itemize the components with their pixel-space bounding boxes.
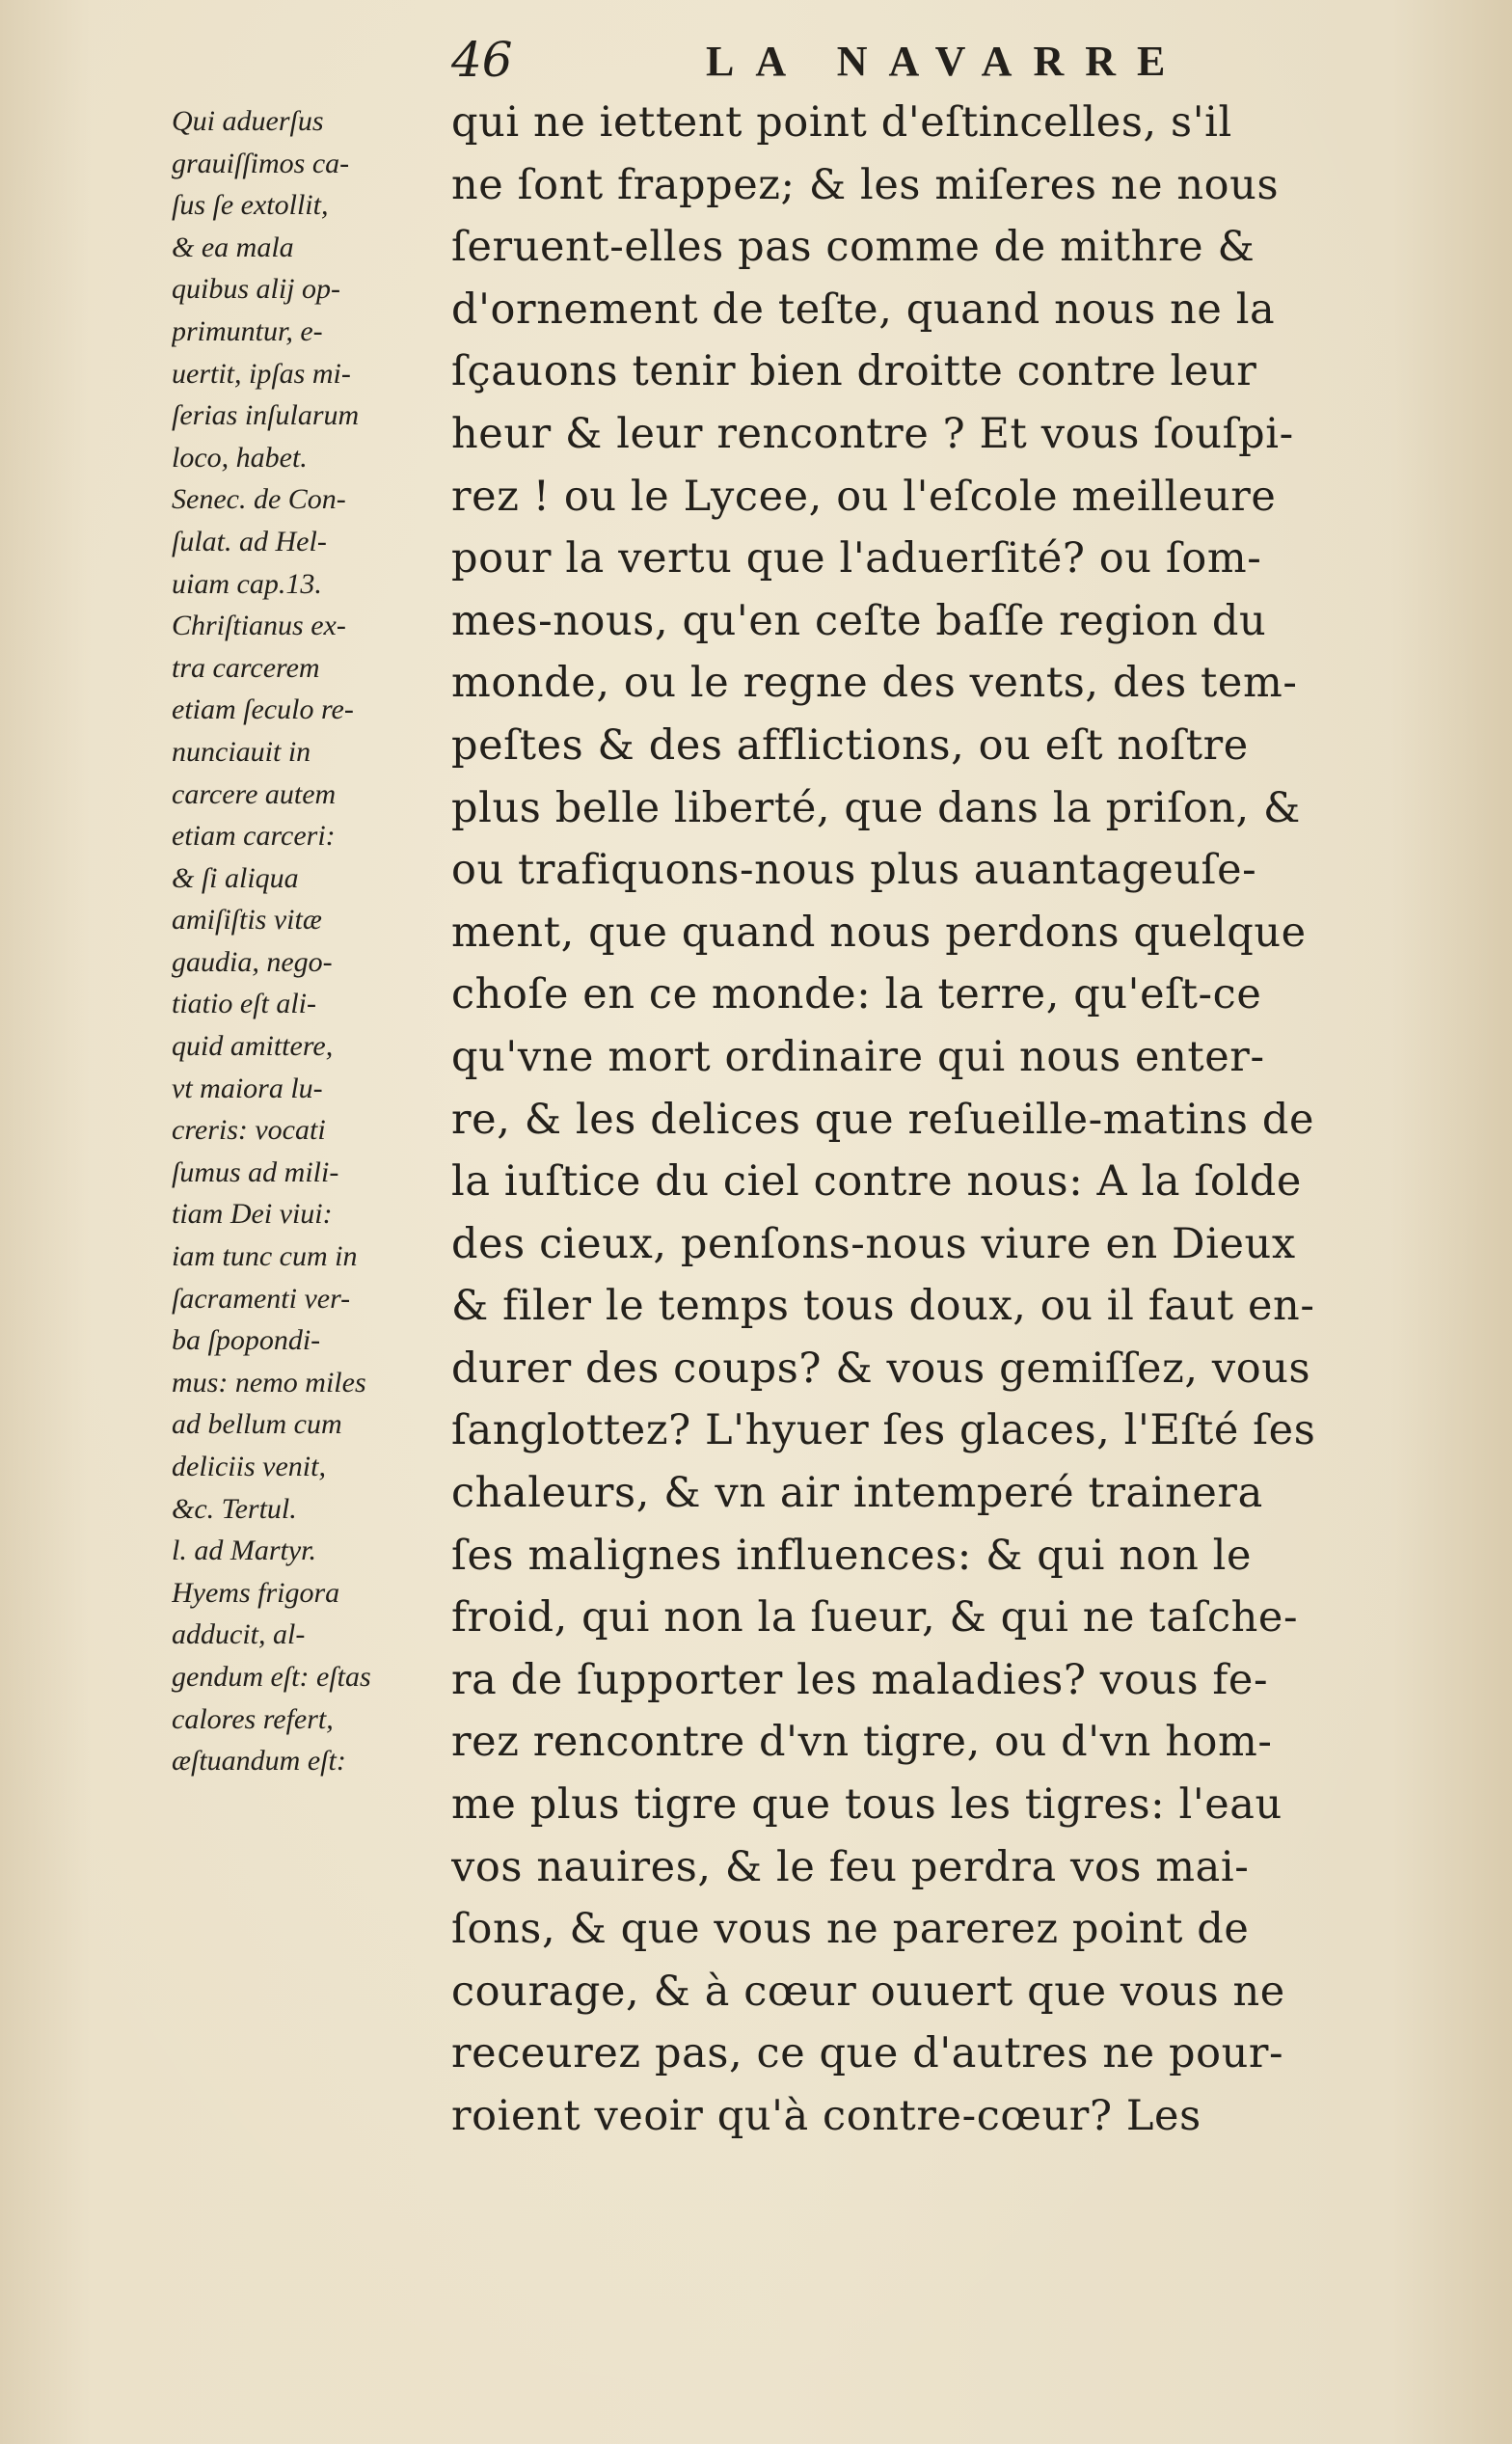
- text-line: pour la vertu que l'aduerſité? ou ſom-: [451, 534, 1262, 584]
- margin-note-line: ſulat. ad Hel-: [172, 525, 327, 557]
- margin-note-line: & ſi aliqua: [172, 861, 299, 894]
- margin-note-line: &c. Tertul.: [172, 1492, 297, 1525]
- margin-note-line: mus: nemo miles: [172, 1366, 366, 1399]
- margin-note-line: ſumus ad mili-: [172, 1155, 339, 1188]
- margin-note-line: deliciis venit,: [172, 1451, 326, 1482]
- margin-note-line: ad bellum cum: [172, 1408, 342, 1441]
- text-line: heur & leur rencontre ? Et vous ſouſpi-: [451, 409, 1294, 458]
- margin-note-line: Chriſtianus ex-: [172, 610, 346, 642]
- body-text: [451, 92, 1425, 2148]
- text-line: rez ! ou le Lycee, ou l'eſcole meilleure: [451, 472, 1277, 521]
- margin-note-line: calores refert,: [172, 1702, 334, 1735]
- text-line: d'ornement de teſte, quand nous ne la: [451, 285, 1276, 334]
- running-title: LA NAVARRE: [706, 38, 1187, 85]
- margin-note-line: tiam Dei viui:: [172, 1198, 333, 1231]
- margin-note-line: carcere autem: [172, 777, 337, 810]
- margin-note-line: Hyems frigora: [172, 1576, 340, 1609]
- margin-notes: [172, 100, 456, 1782]
- margin-note-line: primuntur, e-: [172, 314, 323, 347]
- text-line: monde, ou le regne des vents, des tem-: [451, 659, 1298, 708]
- text-line: ra de ſupporter les maladies? vous fe-: [451, 1655, 1269, 1704]
- text-line: qu'vne mort ordinaire qui nous enter-: [451, 1032, 1265, 1081]
- margin-note-line: grauiſſimos ca-: [172, 147, 350, 179]
- margin-note-line: creris: vocati: [172, 1114, 326, 1147]
- margin-note-line: tra carcerem: [172, 651, 320, 684]
- margin-note-line: Qui aduerſus: [172, 105, 324, 137]
- text-line: durer des coups? & vous gemiſſez, vous: [451, 1344, 1311, 1393]
- page-header: [451, 31, 1203, 89]
- margin-note-line: etiam carceri:: [172, 820, 336, 853]
- margin-note-line: tiatio eſt ali-: [172, 988, 316, 1020]
- text-line: peſtes & des afflictions, ou eſt noſtre: [451, 720, 1249, 770]
- text-line: ſes malignes influences: & qui non le: [451, 1531, 1253, 1580]
- text-line: re, & les delices que reſueille-matins de: [451, 1095, 1315, 1144]
- margin-note-line: etiam ſeculo re-: [172, 693, 354, 726]
- text-line: vos nauires, & le feu perdra vos mai-: [451, 1842, 1250, 1891]
- text-line: chaleurs, & vn air intemperé trainera: [451, 1469, 1263, 1518]
- margin-note-line: & ea mala: [172, 231, 294, 263]
- text-line: qui ne iettent point d'eſtincelles, s'il: [451, 98, 1232, 147]
- text-line: me plus tigre que tous les tigres: l'eau: [451, 1780, 1282, 1830]
- text-line: ſçauons tenir bien droitte contre leur: [451, 347, 1257, 396]
- text-line: plus belle liberté, que dans la priſon, &: [451, 783, 1301, 832]
- margin-note-line: quibus alij op-: [172, 273, 341, 306]
- text-line: & filer le temps tous doux, ou il faut en-: [451, 1282, 1315, 1331]
- margin-note-line: iam tunc cum in: [172, 1240, 358, 1273]
- page-number: 46: [451, 32, 513, 88]
- margin-note-line: amiſiſtis vitæ: [172, 904, 322, 937]
- text-line: ment, que quand nous perdons quelque: [451, 908, 1307, 957]
- margin-note-line: l. ad Martyr.: [172, 1534, 316, 1567]
- margin-note-line: Senec. de Con-: [172, 483, 346, 516]
- margin-note-line: uertit, ipſas mi-: [172, 357, 351, 390]
- margin-note-line: quid amittere,: [172, 1030, 334, 1063]
- text-line: ſanglottez? L'hyuer ſes glaces, l'Eſté ſes: [451, 1406, 1316, 1455]
- margin-note-line: adducit, al-: [172, 1618, 306, 1651]
- margin-note-line: vt maiora lu-: [172, 1072, 323, 1104]
- margin-note-line: æſtuandum eſt:: [172, 1745, 346, 1778]
- margin-note-line: ſerias inſularum: [172, 399, 360, 432]
- text-line: ſons, & que vous ne parerez point de: [451, 1905, 1250, 1954]
- margin-note-line: gaudia, nego-: [172, 945, 333, 978]
- text-line: ſeruent-elles pas comme de mithre &: [451, 223, 1256, 272]
- text-line: ne ſont frappez; & les miſeres ne nous: [451, 160, 1280, 209]
- text-line: froid, qui non la ſueur, & qui ne taſche-: [451, 1593, 1299, 1643]
- margin-note-line: ba ſpopondi-: [172, 1324, 321, 1357]
- text-line: la iuſtice du ciel contre nous: A la ſolde: [451, 1157, 1302, 1207]
- text-line: ou trafiquons-nous plus auantageuſe-: [451, 846, 1257, 895]
- margin-note-line: gendum eſt: eſtas: [172, 1660, 371, 1693]
- text-line: roient veoir qu'à contre-cœur? Les: [451, 2092, 1202, 2140]
- text-line: choſe en ce monde: la terre, qu'eſt-ce: [451, 970, 1262, 1019]
- margin-note-line: loco, habet.: [172, 441, 308, 474]
- text-line: receurez pas, ce que d'autres ne pour-: [451, 2029, 1284, 2078]
- text-line: des cieux, penſons-nous viure en Dieux: [451, 1219, 1296, 1268]
- margin-note-line: uiam cap.13.: [172, 567, 322, 600]
- margin-note-line: ſacramenti ver-: [172, 1282, 351, 1315]
- margin-note-line: ſus ſe extollit,: [172, 189, 329, 222]
- text-line: rez rencontre d'vn tigre, ou d'vn hom-: [451, 1718, 1273, 1767]
- text-line: mes-nous, qu'en ceſte baſſe region du: [451, 596, 1267, 645]
- margin-note-line: nunciauit in: [172, 735, 311, 768]
- text-line: courage, & à cœur ouuert que vous ne: [451, 1967, 1285, 2016]
